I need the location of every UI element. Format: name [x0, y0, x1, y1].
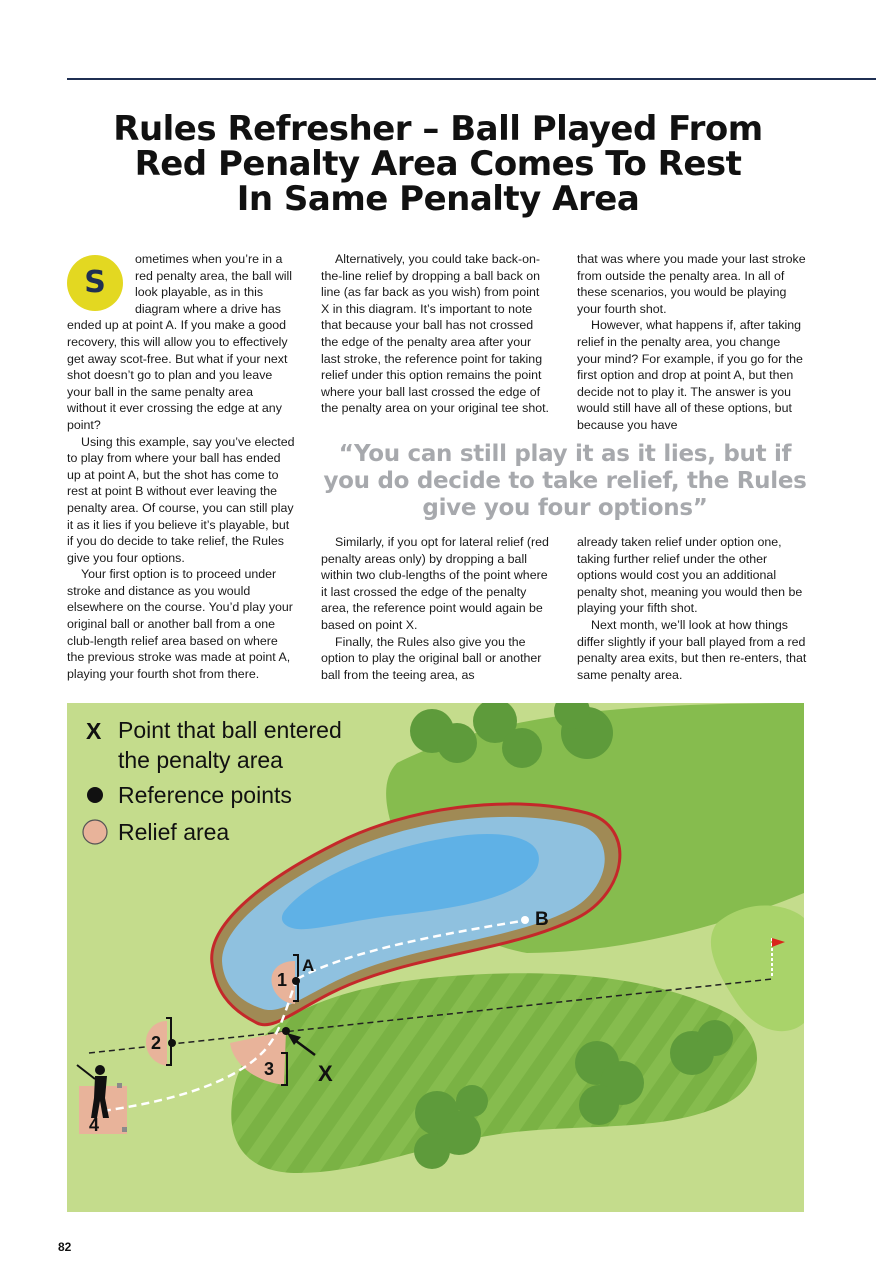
label-b: B — [535, 909, 549, 930]
point-2-dot — [168, 1039, 176, 1047]
label-x: X — [318, 1061, 333, 1086]
drop-cap: S — [67, 255, 123, 311]
paragraph: Finally, the Rules also give you the option to play the original ball or another ball from the teeing area, as — [321, 634, 542, 682]
legend-x-symbol: X — [86, 718, 102, 744]
paragraph: Alternatively, you could take back-on-the-line relief by dropping a ball back on line (as far back as you wish) from point X in this diagram. It’s important to note that because your ball has not crossed the edge of the penalty area after your last stroke, the reference point for taking relief under this option remains the point where your ball last crossed the edge of the penalty area on your original tee shot. — [321, 252, 549, 416]
legend-reference-label: Reference points — [118, 782, 292, 808]
title-line-2: Red Penalty Area Comes To Rest — [134, 144, 742, 184]
tree-icon — [579, 1085, 619, 1125]
paragraph: Next month, we’ll look at how things differ slightly if your ball played from a red penalty area exits, but then re-enters, that same penalty area. — [577, 617, 807, 682]
paragraph — [67, 251, 295, 434]
title-line-1: Rules Refresher – Ball Played From — [113, 109, 763, 149]
paragraph: However, what happens if, after taking relief in the penalty area, you change your mind? For example, if you go for the first option and drop at point A, but then decide not to play it. The answer is you would still have all of these options, but because you have — [577, 318, 803, 432]
article-title — [40, 109, 836, 219]
legend-reference-icon — [87, 787, 103, 803]
tree-icon — [414, 1133, 450, 1169]
tree-icon — [502, 728, 542, 768]
pull-quote-line-2: you do decide to take relief, the Rules — [323, 468, 807, 494]
pull-quote-line-1: “You can still play it as it lies, but if — [338, 441, 792, 467]
ball-b — [521, 916, 529, 924]
column-3-bottom — [577, 534, 807, 683]
legend-relief-label: Relief area — [118, 819, 230, 845]
label-1: 1 — [277, 970, 288, 990]
title-line-3: In Same Penalty Area — [236, 179, 640, 219]
paragraph: that was where you made your last stroke from outside the penalty area. In all of these scenarios, you would be playing your fourth shot. — [577, 252, 806, 316]
tree-icon — [697, 1020, 733, 1056]
pull-quote-line-3: give you four options” — [422, 495, 708, 521]
paragraph: Your first option is to proceed under stroke and distance as you would elsewhere on the course. You’d play your original ball or another ball from a one club-length relief area based on where the previous stroke was made at point A, playing your fourth shot from there. — [67, 567, 293, 681]
column-2-top — [321, 251, 549, 417]
label-4: 4 — [89, 1115, 100, 1135]
legend-x-line-1: Point that ball entered — [118, 717, 342, 743]
page-number: 82 — [58, 1240, 72, 1254]
legend-x-line-2: the penalty area — [118, 747, 283, 773]
course-diagram — [67, 703, 804, 1212]
legend-relief-icon — [83, 820, 107, 844]
top-rule — [67, 78, 876, 80]
column-1 — [67, 251, 295, 682]
paragraph: Similarly, if you opt for lateral relief (red penalty areas only) by dropping a ball within two club-lengths of the point where it last crossed the edge of the penalty area, the reference point would again be based on point X. — [321, 535, 549, 632]
tree-icon — [456, 1085, 488, 1117]
column-3-top — [577, 251, 807, 434]
tree-icon — [437, 723, 477, 763]
paragraph: already taken relief under option one, taking further relief under the other options would cost you an additional penalty shot, meaning you would then be playing your fifth shot. — [577, 535, 803, 616]
pull-quote — [315, 441, 815, 522]
column-2-bottom — [321, 534, 549, 683]
paragraph-text: ometimes when you’re in a red penalty area, the ball will look playable, as in this diagram where a drive has ended up at point A. If you make a good recovery, this will allow you to effectively get away scot-free. But what if your next shot doesn’t go to plan and you leave your ball in the same penalty area without it ever crossing the edge at any point? — [67, 252, 293, 432]
label-3: 3 — [264, 1059, 275, 1079]
paragraph: Using this example, say you’ve elected to play from where your ball has ended up at point A, but the shot has come to rest at point B without ever leaving the penalty area. Of course, you can still play it as it lies if you believe it’s playable, but if you do decide to take relief, the Rules give you four options. — [67, 434, 295, 565]
point-a-dot — [292, 977, 300, 985]
label-a: A — [302, 956, 315, 975]
label-2: 2 — [151, 1033, 162, 1053]
